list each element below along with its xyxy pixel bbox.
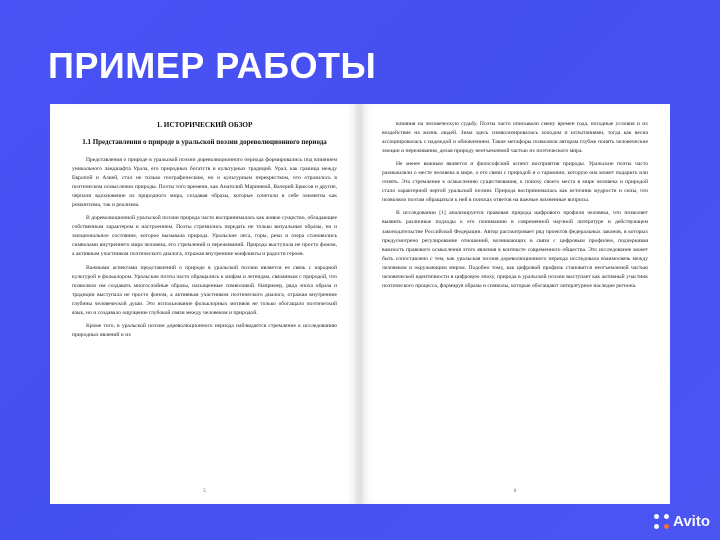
paragraph: В дореволюционной уральской поэзии природа часто воспринималась как живое существо, обладающее собственным характером и настроением. Поэты стремились передать не только визуальные образы, но и эмоциональное состояние, которое вызывала природа. Уральские леса, горы, реки и озера становились символами внутреннего мира человека, его стремлений и переживаний. Природа выступала не просто фоном, а активным участником поэтического диалога, отражая внутренние конфликты и радости героев. — [72, 215, 337, 258]
document-page-left — [50, 104, 360, 504]
paragraph: влияния на человеческую судьбу. Поэты часто описывали смену времен года, погодные условия и их воздействие на жизнь людей. Зима здесь символизировалась холодом и испытаниями, тогда как весна ассоциировалась с надеждой и обновлением. Такие метафоры позволяли авторам глубже понять человеческие эмоции и переживания, делая природу неотъемлемой частью их поэтического мира. — [382, 121, 648, 155]
document-page-right — [360, 104, 670, 504]
slide-title: ПРИМЕР РАБОТЫ — [48, 45, 377, 86]
avito-logo-icon — [654, 514, 669, 529]
avito-watermark — [654, 513, 710, 530]
paragraph: Не менее важным является и философский аспект восприятия природы. Уральские поэты часто размышляли о месте человека в мире, о его связи с природой и о гармонии, которую она может подарить или отнять. Это стремление к осмыслению существования, к поиску своего места в мире человека и природой стало характерной чертой уральской поэзии. Природа воспринималась как источник мудрости и силы, что позволяло поэтам обращаться к ней в поисках ответов на важные жизненные вопросы. — [382, 161, 648, 204]
watermark-label: Avito — [673, 513, 710, 530]
paragraph: Важными аспектами представлений о природе в уральской поэзии является ее связь с народной культурой и фольклором. Уральские поэты часто обращались к мифам и легендам, связанным с природой, что позволяло им создавать многослойные образы, насыщенные символикой. Например, ряда эпоха образа и традиции выступала не просто фоном, а активным участником поэтического диалога, отражая внутренние глубины человеческой души. Это использование фольклорных мотивов не только обогащало поэтический язык, но и создавало ощущение глубокой связи между человеком и природой. — [72, 264, 337, 316]
page-number: 5 — [203, 489, 206, 494]
section-subheading: 1.1 Представления о природе в уральской поэзии дореволюционного периода — [82, 137, 327, 146]
paragraph: В исследовании [1] анализируется правовая природа цифрового профиля человека, что позволяет выявить различные подходы к его пониманию в современной научной литературе и действующем законодательстве Российской Федерации. Автор рассматривает ряд проектов федеральных законов, в которых предусмотрено регулирование отношений, возникающих в связи с цифровым профилем, подчеркивая важность правового осмысления этого явления в контексте современного общества. Это исследование может быть сопоставлено с тем, как уральская поэзия дореволюционного периода исследовала взаимосвязь между человеком и окружающим миром. Подобно тому, как цифровой профиль становится неотъемлемой частью человеческой идентичности в цифровую эпоху, природа в уральской поэзии выступает как активный участник поэтического процесса, формируя образы и символы, которые обогащают литературное наследие региона. — [382, 210, 648, 289]
paragraph: Представления о природе в уральской поэзии дореволюционного периода формировались под влиянием уникального ландшафта Урала, его природных богатств и культурных традиций. Урал, как граница между Европой и Азией, стал не только географическим, но и культурным перекрестком, что отразилось в поэтическом осмыслении природы. Поэты того времени, как Анатолий Маринеюй, Валерий Брюсов и другие, черпали вдохновение из природного мира, создавая образы, которые сочетали в себе элементы как романтизма, так и реализма. — [72, 156, 337, 209]
document-spread — [50, 104, 670, 504]
chapter-heading: 1. ИСТОРИЧЕСКИЙ ОБЗОР — [156, 121, 253, 129]
page-number: 6 — [513, 489, 517, 494]
paragraph: Кроме того, в уральской поэзии дореволюционного периода наблюдается стремление к исследованию природных явлений и их — [72, 322, 337, 338]
